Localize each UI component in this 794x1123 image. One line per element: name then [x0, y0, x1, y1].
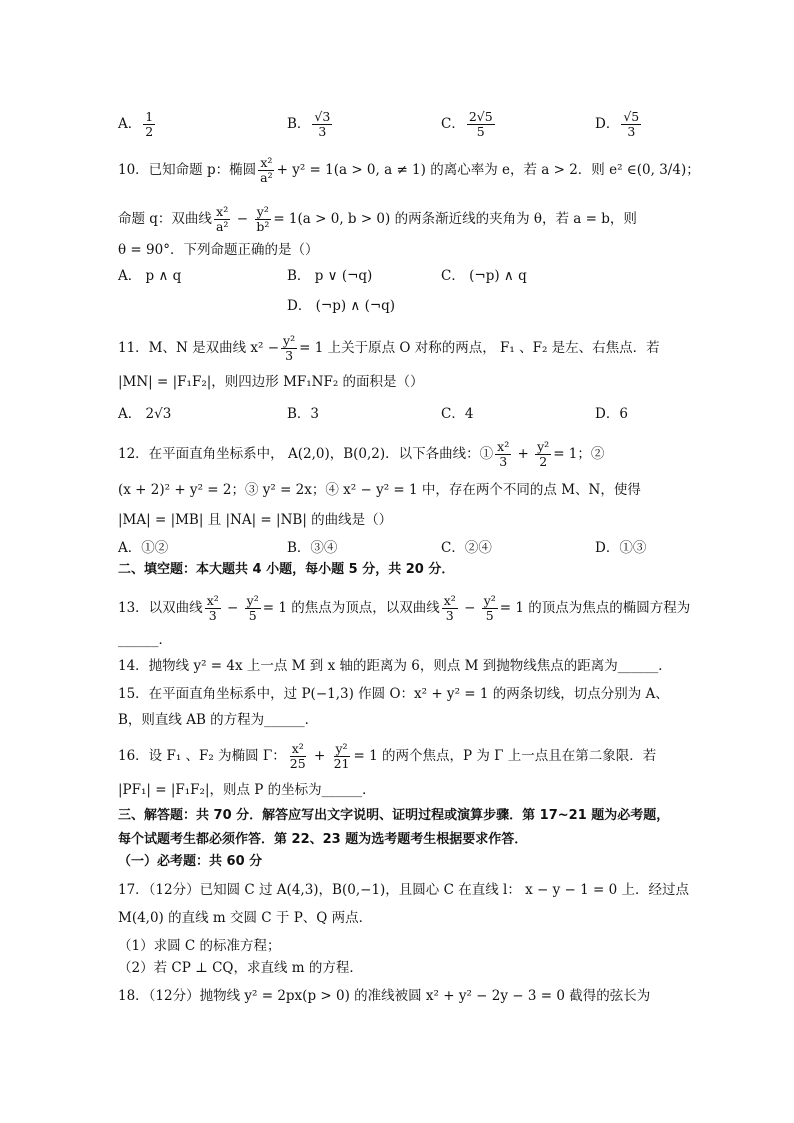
subsection-heading-required: （一）必考题：共 60 分 [118, 854, 263, 869]
q11-line2: |MN| = |F₁F₂|，则四边形 MF₁NF₂ 的面积是（） [118, 374, 424, 390]
section-heading-solutions-2: 每个试题考生都必须作答．第 22、23 题为选考题考生根据要求作答． [118, 832, 528, 847]
q9-option-c: C． $\frac{2√5}{5}$ [441, 109, 493, 139]
fraction: $\frac{√3}{3}$ [314, 109, 331, 139]
q16-line2: |PF₁| = |F₁F₂|，则点 P 的坐标为______． [118, 782, 376, 798]
fraction: $\frac{√5}{3}$ [623, 109, 640, 139]
q12-option-b: B．③④ [287, 540, 338, 556]
section-heading-solutions-1: 三、解答题：共 70 分．解答应写出文字说明、证明过程或演算步骤．第 17~21 题为必考题， [118, 808, 670, 823]
fraction: $\frac{\text{x²}}{\text{a²}}$ [260, 155, 273, 185]
q15-line1: 15．在平面直角坐标系中，过 P(−1,3) 作圆 O：x² + y² = 1 的两条切线，切点分别为 A、 [118, 686, 669, 702]
q12-option-a: A．①② [118, 540, 169, 556]
q12-line2: (x + 2)² + y² = 2；③ y² = 2x；④ x² − y² = 1 中，存在两个不同的点 M、N，使得 [118, 482, 641, 498]
fraction: $\frac{2√5}{5}$ [468, 109, 493, 139]
q10-option-c: C． (¬p) ∧ q [441, 268, 527, 284]
fraction: $\frac{\text{x²}}{3}$ [206, 593, 219, 623]
q12-line3: |MA| = |MB| 且 |NA| = |NB| 的曲线是（） [118, 512, 393, 528]
fraction: $\frac{\text{x²}}{\text{a²}}$ [215, 204, 229, 234]
interval: (0, 3/4) [636, 162, 687, 178]
fraction: $\frac{\text{x²}}{3}$ [497, 439, 510, 469]
q9-option-b: B． $\frac{√3}{3}$ [287, 109, 331, 139]
q11-option-d: D．6 [595, 406, 628, 422]
q9-option-a: A． $\frac{1}{2}$ [118, 109, 154, 139]
q11-option-b: B．3 [287, 406, 320, 422]
section-heading-fill-in: 二、填空题：本大题共 4 小题，每小题 5 分，共 20 分． [118, 562, 455, 577]
q12-option-d: D．①③ [595, 540, 647, 556]
q11-option-c: C．4 [441, 406, 474, 422]
q12-line1: 12．在平面直角坐标系中， A(2,0)，B(0,2)．以下各曲线：① $\frac{\text{x²}}{3}$ + $\frac{\text{y²}}{2}$ = 1；② [118, 439, 605, 469]
q12-option-c: C．②④ [441, 540, 492, 556]
q17-line3: （1）求圆 C 的标准方程； [118, 938, 281, 954]
q10-line3: θ = 90°．下列命题正确的是（） [118, 242, 319, 258]
q10-option-b: B． p ∨ (¬q) [287, 268, 373, 284]
fraction: $\frac{1}{2}$ [145, 109, 154, 139]
q13-blank: ______． [118, 632, 172, 648]
q18-line1: 18．（12分）抛物线 y² = 2px(p > 0) 的准线被圆 x² + y² − 2y − 3 = 0 截得的弦长为 [118, 988, 651, 1004]
q10-option-d: D． (¬p) ∧ (¬q) [287, 298, 396, 314]
q17-line2: M(4,0) 的直线 m 交圆 C 于 P、Q 两点． [118, 910, 373, 926]
q16-line1: 16．设 F₁ 、F₂ 为椭圆 Γ： $\frac{\text{x²}}{25}$ + $\frac{\text{y²}}{21}$ = 1 的两个焦点，P 为 Γ 上一点且在第二象限．若 [118, 741, 657, 771]
q14-line: 14．抛物线 y² = 4x 上一点 M 到 x 轴的距离为 6，则点 M 到抛物线焦点的距离为______． [118, 658, 672, 674]
fraction: $\frac{\text{x²}}{25}$ [289, 741, 306, 771]
fraction: $\frac{\text{y²}}{5}$ [483, 593, 496, 623]
fraction: $\frac{\text{y²}}{3}$ [283, 333, 296, 363]
q10-option-a: A． p ∧ q [118, 268, 182, 284]
q10-line1: 10．已知命题 p：椭圆 $\frac{\text{x²}}{\text{a²}}$ + y² = 1(a > 0, a ≠ 1) 的离心率为 e，若 a > 2．则 e² ∈(0, 3/4)； [118, 155, 700, 185]
fraction: $\frac{\text{y²}}{21}$ [333, 741, 350, 771]
q17-line1: 17．（12分）已知圆 C 过 A(4,3)，B(0,−1)，且圆心 C 在直线 l： x − y − 1 = 0 上．经过点 [118, 882, 690, 898]
q11-option-a: A． 2√3 [118, 406, 172, 422]
q11-line1: 11．M、N 是双曲线 x² − $\frac{\text{y²}}{3}$ = 1 上关于原点 O 对称的两点， F₁ 、F₂ 是左、右焦点．若 [118, 333, 660, 363]
fraction: $\frac{\text{y²}}{2}$ [537, 439, 550, 469]
q17-line4: （2）若 CP ⊥ CQ，求直线 m 的方程． [118, 960, 363, 976]
fraction: $\frac{\text{x²}}{3}$ [443, 593, 456, 623]
q10-line2: 命题 q：双曲线 $\frac{\text{x²}}{\text{a²}}$ − $\frac{\text{y²}}{\text{b²}}$ = 1(a > 0, b > 0) 的两条渐近线的夹角为 θ，若 a = b，则 [118, 204, 637, 234]
fraction: $\frac{\text{y²}}{\text{b²}}$ [256, 204, 270, 234]
fraction: $\frac{\text{y²}}{5}$ [246, 593, 259, 623]
q9-option-d: D． $\frac{√5}{3}$ [595, 109, 640, 139]
q15-line2: B，则直线 AB 的方程为______． [118, 712, 319, 728]
q13-line1: 13．以双曲线 $\frac{\text{x²}}{3}$ − $\frac{\text{y²}}{5}$ = 1 的焦点为顶点，以双曲线 $\frac{\text{x²}}{3}$ − $\frac{\text{y²}}{5}$ = 1 的顶点为焦点的椭圆方程为 [118, 593, 691, 623]
